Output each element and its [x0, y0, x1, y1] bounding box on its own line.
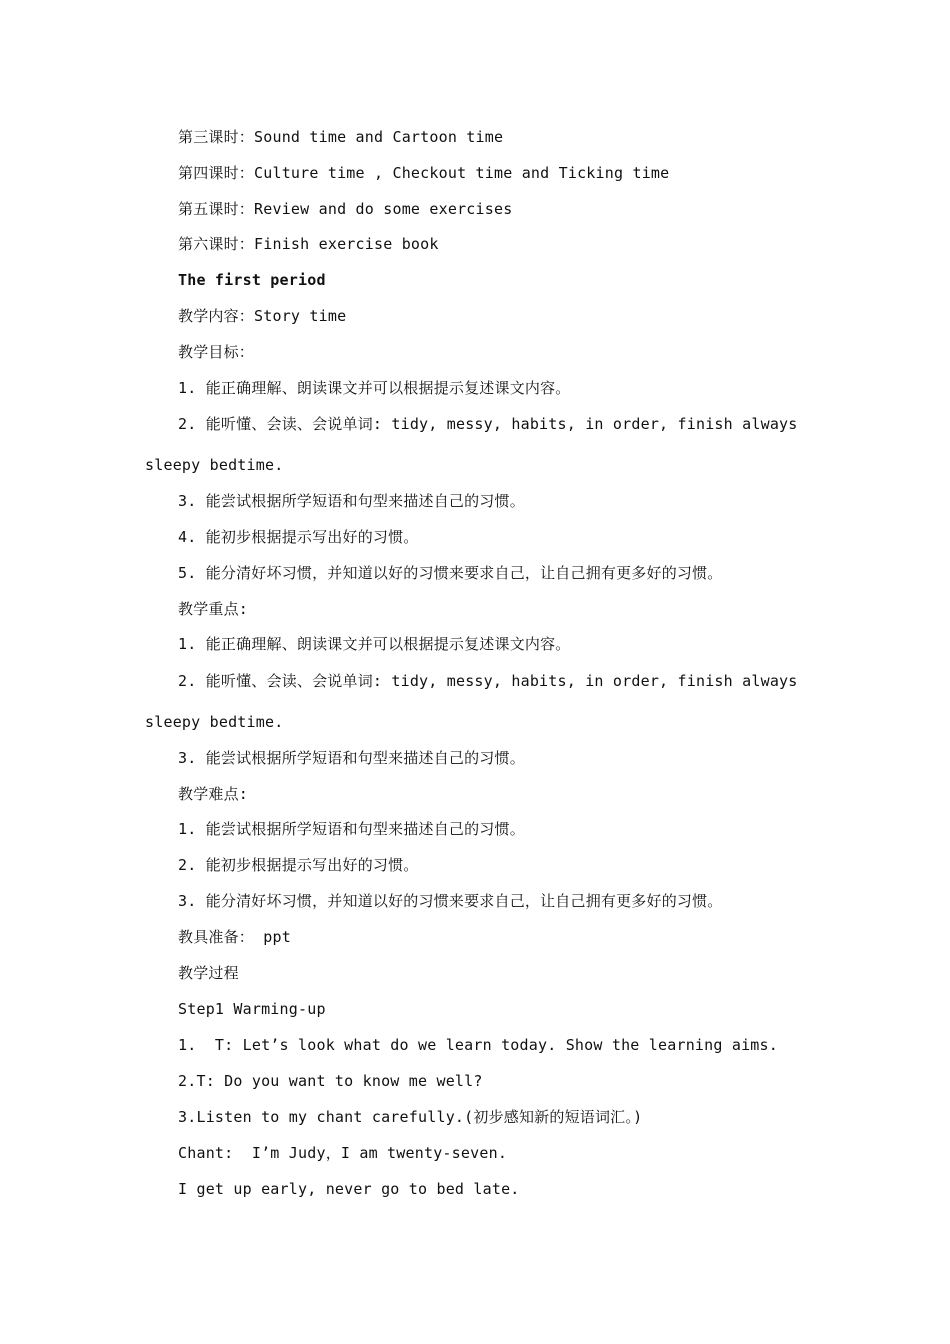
- teaching-process-heading: 教学过程: [178, 964, 239, 982]
- step-heading: Step1 Warming-up: [178, 1000, 326, 1018]
- teaching-content: 教学内容：Story time: [178, 307, 347, 325]
- objectives-heading: 教学目标：: [178, 343, 255, 361]
- key-points-heading: 教学重点:: [178, 600, 249, 618]
- period-heading: The first period: [178, 271, 326, 289]
- key-point-item: 1. 能正确理解、朗读课文并可以根据提示复述课文内容。: [178, 635, 571, 653]
- step-item: 2.T: Do you want to know me well?: [178, 1072, 483, 1090]
- lesson-6-line: 第六课时：Finish exercise book: [178, 235, 439, 253]
- objective-item: 4. 能初步根据提示写出好的习惯。: [178, 528, 419, 546]
- key-point-item-continuation: sleepy bedtime.: [145, 713, 284, 731]
- objective-item: 5. 能分清好坏习惯，并知道以好的习惯来要求自己，让自己拥有更多好的习惯。: [178, 564, 723, 582]
- chant-line: Chant: I’m Judy，I am twenty-seven.: [178, 1144, 508, 1162]
- difficulty-item: 1. 能尝试根据所学短语和句型来描述自己的习惯。: [178, 820, 525, 838]
- teaching-aids: 教具准备： ppt: [178, 928, 291, 946]
- difficulties-heading: 教学难点:: [178, 785, 249, 803]
- objective-item: 3. 能尝试根据所学短语和句型来描述自己的习惯。: [178, 492, 525, 510]
- chant-line: I get up early, never go to bed late.: [178, 1180, 520, 1198]
- difficulty-item: 2. 能初步根据提示写出好的习惯。: [178, 856, 419, 874]
- difficulty-item: 3. 能分清好坏习惯，并知道以好的习惯来要求自己，让自己拥有更多好的习惯。: [178, 892, 723, 910]
- lesson-5-line: 第五课时：Review and do some exercises: [178, 200, 513, 218]
- objective-item-continuation: sleepy bedtime.: [145, 456, 284, 474]
- lesson-4-line: 第四课时：Culture time , Checkout time and Ticking time: [178, 164, 670, 182]
- step-item: 3.Listen to my chant carefully.(初步感知新的短语词汇。): [178, 1108, 643, 1126]
- lesson-3-line: 第三课时：Sound time and Cartoon time: [178, 128, 504, 146]
- key-point-item: 3. 能尝试根据所学短语和句型来描述自己的习惯。: [178, 749, 525, 767]
- objective-item: 1. 能正确理解、朗读课文并可以根据提示复述课文内容。: [178, 379, 571, 397]
- step-item: 1. T: Let’s look what do we learn today. Show the learning aims.: [178, 1036, 778, 1054]
- key-point-item: 2. 能听懂、会读、会说单词: tidy, messy, habits, in order, finish always: [178, 672, 798, 690]
- objective-item: 2. 能听懂、会读、会说单词: tidy, messy, habits, in order, finish always: [178, 415, 798, 433]
